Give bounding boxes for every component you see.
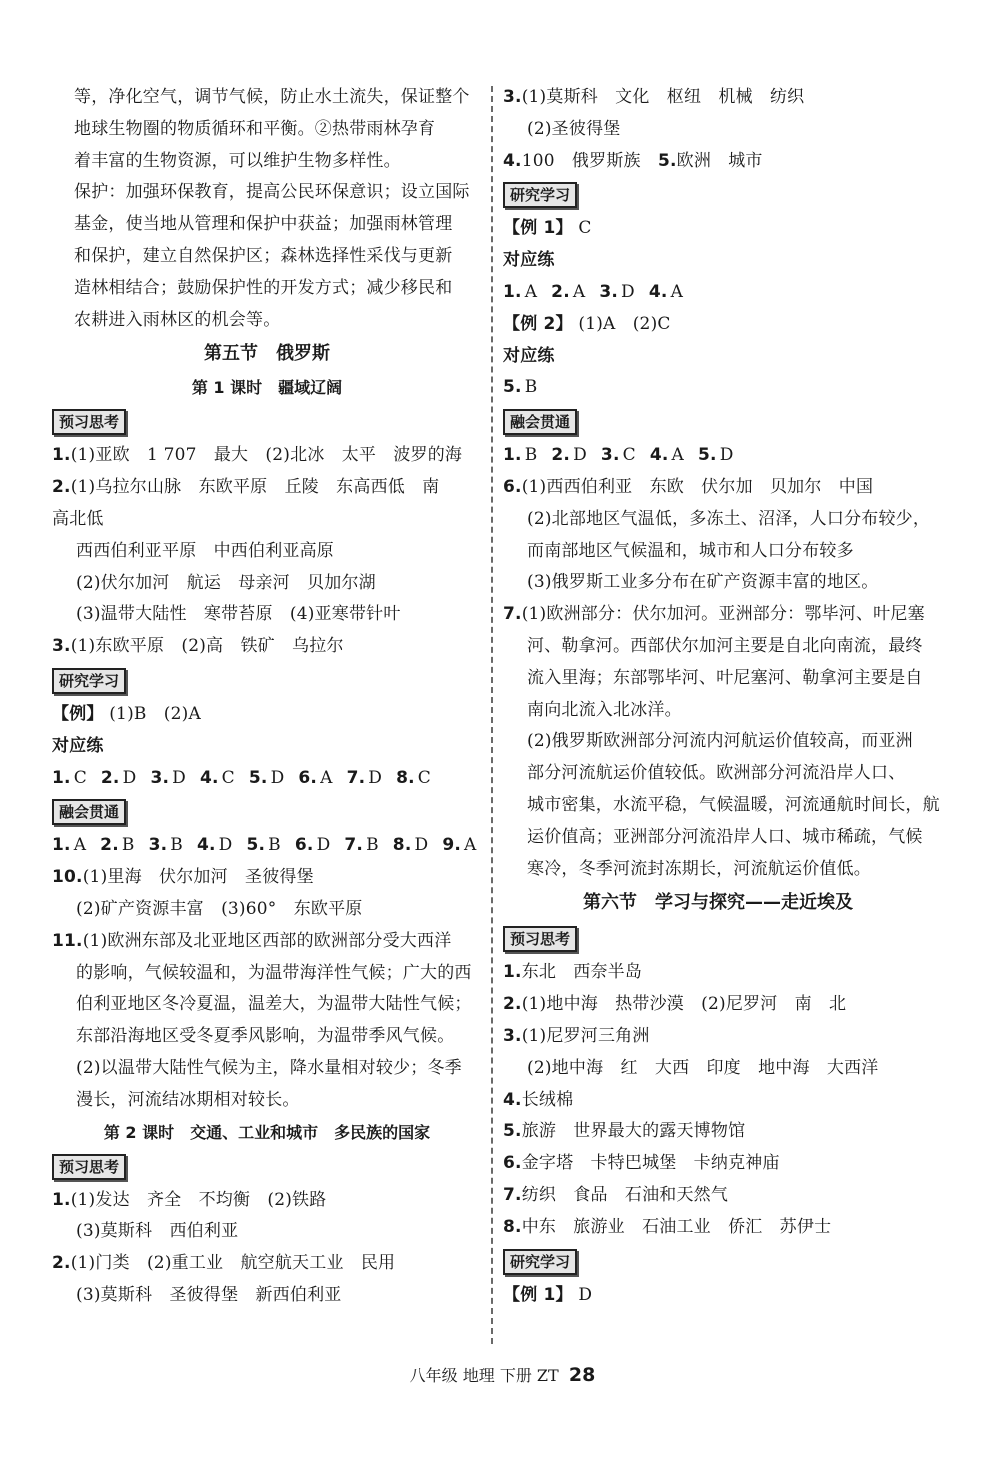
answer-line xyxy=(52,568,482,600)
page-footer xyxy=(0,1363,1005,1386)
preview-header xyxy=(52,404,482,440)
answer-text: 漫长，河流结冰期相对较长。 xyxy=(76,1089,300,1110)
answer-letter: B xyxy=(170,835,183,856)
practice-label: 对应练 xyxy=(52,735,104,756)
choice-answer xyxy=(442,835,476,855)
choice-answer xyxy=(344,835,378,855)
example-label: 【例 1】 xyxy=(503,1284,573,1305)
integrate-answers xyxy=(503,440,933,472)
answer-line xyxy=(503,1085,933,1117)
answer-line xyxy=(52,1085,482,1117)
answer-text: (3)莫斯科 西伯利亚 xyxy=(76,1221,239,1242)
text-line: 基金，使当地从管理和保护中获益；加强雨林管理 xyxy=(74,214,453,235)
answer-letter: C xyxy=(221,767,235,788)
question-number: 1. xyxy=(52,445,71,466)
answer-line xyxy=(52,631,482,663)
question-number: 6. xyxy=(503,1153,522,1174)
answer-text: (2)以温带大陆性气候为主，降水量相对较少；冬季 xyxy=(76,1057,462,1078)
question-number: 2. xyxy=(52,1253,71,1274)
answer-text: 的影响，气候较温和，为温带海洋性气候；广大的西 xyxy=(76,962,472,983)
answer-text: (1)乌拉尔山脉 东欧平原 丘陵 东高西低 南 xyxy=(70,477,440,498)
answer-text: 高北低 xyxy=(52,508,104,529)
answer-text: 伯利亚地区冬冷夏温，温差大，为温带大陆性气候； xyxy=(76,994,472,1015)
question-number: 8. xyxy=(396,767,415,788)
choice-answer xyxy=(295,835,331,855)
answer-text: (3)温带大陆性 寒带苔原 (4)亚寒带针叶 xyxy=(76,604,401,625)
answer-letter: A xyxy=(73,835,87,856)
answer-line xyxy=(503,567,933,599)
answer-text: (2)俄罗斯欧洲部分河流内河航运价值较高，而亚洲 xyxy=(527,731,913,752)
study-label: 研究学习 xyxy=(52,668,126,694)
answer-line xyxy=(503,631,933,663)
question-number: 7. xyxy=(503,604,522,625)
text-line: 和保护，建立自然保护区；森林选择性采伐与更新 xyxy=(74,245,453,266)
answer-line xyxy=(503,790,940,822)
choice-answer xyxy=(650,445,684,465)
choice-answer xyxy=(52,835,86,855)
answer-line xyxy=(503,504,933,536)
answer-text: 流入里海；东部鄂毕河、叶尼塞河、勒拿河主要是自 xyxy=(527,667,923,688)
example-line xyxy=(503,309,933,341)
answer-letter: A xyxy=(572,281,586,302)
question-number: 11. xyxy=(52,930,83,951)
answer-line xyxy=(503,146,933,178)
integrate-header xyxy=(52,794,482,830)
question-number: 1. xyxy=(503,445,522,466)
section-title: 第五节 俄罗斯 xyxy=(204,343,330,365)
choice-answer xyxy=(649,282,683,302)
question-number: 2. xyxy=(52,477,71,498)
answer-text: 寒冷，冬季河流封冻期长，河流航运价值低。 xyxy=(527,858,871,879)
answer-text: 河、勒拿河。西部伏尔加河主要是自北向南流，最终 xyxy=(527,635,923,656)
answer-text: 100 俄罗斯族 xyxy=(521,150,658,171)
question-number: 10. xyxy=(52,867,83,888)
answer-letter: D xyxy=(414,835,429,856)
answer-text: (2)矿产资源丰富 (3)60° 东欧平原 xyxy=(76,898,363,919)
choice-answer xyxy=(298,768,332,788)
answer-line xyxy=(503,695,933,727)
question-number: 6. xyxy=(503,476,522,497)
preview-answers xyxy=(503,957,933,1243)
answer-line xyxy=(503,854,933,886)
study-header xyxy=(503,177,933,213)
question-number: 4. xyxy=(199,767,219,788)
answer-letter: D xyxy=(316,835,331,856)
right-column xyxy=(503,82,940,1311)
answer-text: (1)莫斯科 文化 枢纽 机械 纺织 xyxy=(521,87,805,107)
answer-letter: B xyxy=(524,377,538,398)
integrate-answers xyxy=(52,830,482,862)
question-number: 8. xyxy=(503,1216,522,1237)
preview-answers xyxy=(52,1185,482,1312)
answer-line xyxy=(503,758,933,790)
preview-label: 预习思考 xyxy=(503,926,577,952)
choice-answer xyxy=(347,768,383,788)
study-header xyxy=(503,1244,933,1280)
answer-line xyxy=(52,472,482,504)
answer-letter: D xyxy=(368,767,383,788)
answer-text: (1)欧洲东部及北亚地区西部的欧洲部分受大西洋 xyxy=(82,930,452,951)
text-line: 农耕进入雨林区的机会等。 xyxy=(74,309,281,330)
answer-line xyxy=(503,1212,933,1244)
answer-letter: B xyxy=(366,835,379,856)
answer-letter: A xyxy=(464,835,477,856)
example-answer: C xyxy=(578,218,592,239)
answer-line xyxy=(503,1180,933,1212)
answer-line xyxy=(503,1148,933,1180)
question-number: 7. xyxy=(503,1184,522,1205)
question-number: 5. xyxy=(248,767,268,788)
practice-answers xyxy=(503,277,933,309)
question-number: 5. xyxy=(698,445,717,466)
answer-text: 部分河流航运价值较低。欧洲部分河流沿岸人口、 xyxy=(527,763,906,784)
choice-answer xyxy=(551,282,585,302)
question-number: 1. xyxy=(52,767,71,788)
answer-letter: D xyxy=(218,835,233,856)
question-number: 9. xyxy=(442,835,462,856)
choice-answer xyxy=(197,835,233,855)
choice-answer xyxy=(393,835,429,855)
question-number: 2. xyxy=(551,281,570,302)
integrate-header xyxy=(503,404,933,440)
choice-answer xyxy=(246,835,280,855)
example-line xyxy=(503,1280,933,1312)
choice-answer xyxy=(396,768,431,788)
answer-line xyxy=(503,663,933,695)
choice-answer xyxy=(149,835,183,855)
choice-answer xyxy=(551,445,587,465)
answer-letter: D xyxy=(719,445,734,466)
answer-line xyxy=(52,926,482,958)
answer-line xyxy=(503,599,933,631)
text-line: 保护：加强环保教育，提高公民环保意识；设立国际 xyxy=(74,182,470,203)
text-line: 着丰富的生物资源，可以维护生物多样性。 xyxy=(74,150,401,171)
page-number: 28 xyxy=(568,1364,596,1386)
answer-line xyxy=(503,82,933,114)
question-number: 3. xyxy=(52,636,71,657)
study-header xyxy=(52,663,482,699)
answer-text: 旅游 世界最大的露天博物馆 xyxy=(521,1121,746,1142)
text-line: 造林相结合；鼓励保护性的开发方式；减少移民和 xyxy=(74,277,453,298)
answer-line xyxy=(503,989,933,1021)
answer-letter: A xyxy=(671,445,684,466)
answer-line xyxy=(52,504,482,536)
question-number: 1. xyxy=(503,962,522,983)
answer-line xyxy=(503,114,933,146)
choice-answer xyxy=(503,445,537,465)
question-number: 2. xyxy=(100,835,119,856)
answer-letter: D xyxy=(621,281,635,302)
lesson-title: 第 1 课时 疆域辽阔 xyxy=(191,378,343,398)
answer-letter: D xyxy=(573,445,587,466)
text-line: 地球生物圈的物质循环和平衡。②热带雨林孕育 xyxy=(74,118,436,139)
answer-text: (2)伏尔加河 航运 母亲河 贝加尔湖 xyxy=(76,572,376,593)
question-number: 7. xyxy=(346,767,366,788)
text-line: 等，净化空气，调节气候，防止水土流失，保证整个 xyxy=(74,87,470,107)
answer-letter: A xyxy=(320,767,333,788)
answer-line xyxy=(52,599,482,631)
answer-letter: C xyxy=(417,767,432,788)
study-label: 研究学习 xyxy=(503,1249,577,1275)
question-number: 3. xyxy=(503,1025,522,1046)
question-number: 4. xyxy=(649,445,669,466)
answer-letter: C xyxy=(622,445,636,466)
answer-line xyxy=(503,726,933,758)
study-label: 研究学习 xyxy=(503,182,577,208)
answer-text: 东部沿海地区受冬夏季风影响，为温带季风气候。 xyxy=(76,1026,455,1047)
answer-letter: B xyxy=(268,835,281,856)
preview-label: 预习思考 xyxy=(52,1154,126,1180)
answer-text: (3)莫斯科 圣彼得堡 新西伯利亚 xyxy=(76,1284,342,1305)
question-number: 2. xyxy=(100,767,120,788)
question-number: 4. xyxy=(503,1089,522,1110)
answer-line xyxy=(52,958,482,990)
question-number: 6. xyxy=(294,835,314,856)
answer-line xyxy=(52,1021,482,1053)
answer-text: (1)地中海 热带沙漠 (2)尼罗河 南 北 xyxy=(521,994,847,1015)
question-number: 6. xyxy=(298,767,318,788)
answer-text: (1)尼罗河三角洲 xyxy=(521,1025,650,1046)
answer-text: 南向北流入北冰洋。 xyxy=(527,699,682,720)
intro-paragraph xyxy=(52,82,482,336)
choice-answer xyxy=(599,282,635,302)
footer-text: 八年级 地理 下册 ZT xyxy=(409,1366,559,1385)
preview-header xyxy=(503,921,933,957)
example-label: 【例】 xyxy=(52,703,104,724)
choice-answer xyxy=(52,768,87,788)
answer-line xyxy=(503,957,933,989)
answer-line xyxy=(503,1053,933,1085)
answer-letter: A xyxy=(670,281,684,302)
answer-text: 运价值高；亚洲部分河流沿岸人口、城市稀疏，气候 xyxy=(527,826,923,847)
question-number: 5. xyxy=(657,150,677,171)
answer-letter: B xyxy=(524,445,538,466)
question-number: 5. xyxy=(246,835,266,856)
question-number: 1. xyxy=(52,1189,71,1210)
example-label: 【例 2】 xyxy=(503,313,573,334)
question-number: 5. xyxy=(503,377,522,398)
answer-text: 东北 西奈半岛 xyxy=(521,962,643,983)
section-title: 第六节 学习与探究——走近埃及 xyxy=(583,892,853,914)
answer-text: 长绒棉 xyxy=(521,1089,574,1110)
practice-answers xyxy=(503,372,933,404)
preview-continued-answers xyxy=(503,82,933,177)
answer-text: (2)地中海 红 大西 印度 地中海 大西洋 xyxy=(527,1057,879,1078)
choice-answer xyxy=(200,768,235,788)
question-number: 3. xyxy=(600,445,620,466)
question-number: 3. xyxy=(150,767,170,788)
answer-text: (1)亚欧 1 707 最大 (2)北冰 太平 波罗的海 xyxy=(70,445,463,466)
integrate-long-answers xyxy=(52,862,482,1116)
answer-line xyxy=(52,894,482,926)
answer-line xyxy=(503,1021,933,1053)
answer-line xyxy=(503,536,933,568)
answer-text: (2)北部地区气温低，多冻土、沼泽，人口分布较少， xyxy=(527,508,931,529)
answer-letter: A xyxy=(524,281,538,302)
answer-line xyxy=(52,440,482,472)
choice-answer xyxy=(503,377,537,397)
left-column xyxy=(52,82,482,1312)
choice-answer xyxy=(698,445,734,465)
answer-text: 而南部地区气候温和，城市和人口分布较多 xyxy=(527,540,854,561)
choice-answer xyxy=(249,768,285,788)
practice-answers xyxy=(52,763,482,795)
choice-answer xyxy=(100,835,134,855)
preview-answers xyxy=(52,440,482,663)
answer-letter: D xyxy=(122,767,137,788)
question-number: 3. xyxy=(599,281,619,302)
answer-text: 中东 旅游业 石油工业 侨汇 苏伊士 xyxy=(521,1216,832,1237)
answer-line xyxy=(52,1185,482,1217)
answer-text: 金字塔 卡特巴城堡 卡纳克神庙 xyxy=(521,1153,780,1174)
question-number: 3. xyxy=(503,87,522,107)
answer-text: 城市密集，水流平稳，气候温暖，河流通航时间长，航 xyxy=(527,794,940,815)
answer-text: (1)西西伯利亚 东欧 伏尔加 贝加尔 中国 xyxy=(521,476,874,497)
question-number: 1. xyxy=(503,281,522,302)
integrate-label: 融会贯通 xyxy=(503,409,577,435)
answer-text: 欧洲 城市 xyxy=(676,150,763,171)
answer-line xyxy=(52,1053,482,1085)
column-divider xyxy=(491,86,493,1344)
question-number: 4. xyxy=(648,281,668,302)
answer-letter: D xyxy=(172,767,186,788)
question-number: 1. xyxy=(52,835,71,856)
choice-answer xyxy=(150,768,186,788)
answer-text: (3)俄罗斯工业多分布在矿产资源丰富的地区。 xyxy=(527,572,879,593)
choice-answer xyxy=(101,768,137,788)
answer-letter: D xyxy=(270,767,285,788)
answer-line xyxy=(503,1116,933,1148)
question-number: 3. xyxy=(148,835,168,856)
answer-text: 纺织 食品 石油和天然气 xyxy=(521,1184,729,1205)
answer-line xyxy=(52,1280,482,1312)
example-answer: (1)B (2)A xyxy=(109,703,201,724)
question-number: 2. xyxy=(503,994,522,1015)
answer-line xyxy=(503,472,933,504)
question-number: 7. xyxy=(344,835,364,856)
practice-label: 对应练 xyxy=(503,250,555,271)
lesson-title: 第 2 课时 交通、工业和城市 多民族的国家 xyxy=(103,1122,431,1142)
answer-letter: B xyxy=(121,835,135,856)
answer-line xyxy=(52,1216,482,1248)
question-number: 8. xyxy=(392,835,412,856)
answer-line xyxy=(52,1248,482,1280)
answer-text: (1)发达 齐全 不均衡 (2)铁路 xyxy=(70,1189,327,1210)
question-number: 4. xyxy=(196,835,216,856)
answer-line xyxy=(52,536,482,568)
question-number: 5. xyxy=(503,1121,522,1142)
answer-text: (1)东欧平原 (2)高 铁矿 乌拉尔 xyxy=(70,636,344,657)
integrate-label: 融会贯通 xyxy=(52,799,126,825)
preview-label: 预习思考 xyxy=(52,409,126,435)
answer-line xyxy=(503,822,933,854)
answer-text: 西西伯利亚平原 中西伯利亚高原 xyxy=(76,540,334,561)
answer-letter: C xyxy=(73,767,87,788)
choice-answer xyxy=(601,445,636,465)
example-line xyxy=(52,699,482,731)
example-label: 【例 1】 xyxy=(503,218,573,239)
choice-answer xyxy=(503,282,537,302)
practice-label: 对应练 xyxy=(503,345,555,366)
question-number: 4. xyxy=(503,150,522,171)
answer-line xyxy=(52,862,482,894)
answer-text: (1)欧洲部分：伏尔加河。亚洲部分：鄂毕河、叶尼塞 xyxy=(521,604,925,625)
integrate-long-answers xyxy=(503,472,940,885)
answer-text: (1)里海 伏尔加河 圣彼得堡 xyxy=(82,867,314,888)
example-answer: D xyxy=(578,1284,593,1305)
answer-text: (2)圣彼得堡 xyxy=(527,118,621,139)
preview-header xyxy=(52,1149,482,1185)
question-number: 2. xyxy=(551,445,571,466)
answer-text: (1)门类 (2)重工业 航空航天工业 民用 xyxy=(70,1253,396,1274)
example-line xyxy=(503,213,933,245)
example-answer: (1)A (2)C xyxy=(578,313,671,334)
answer-line xyxy=(52,989,482,1021)
